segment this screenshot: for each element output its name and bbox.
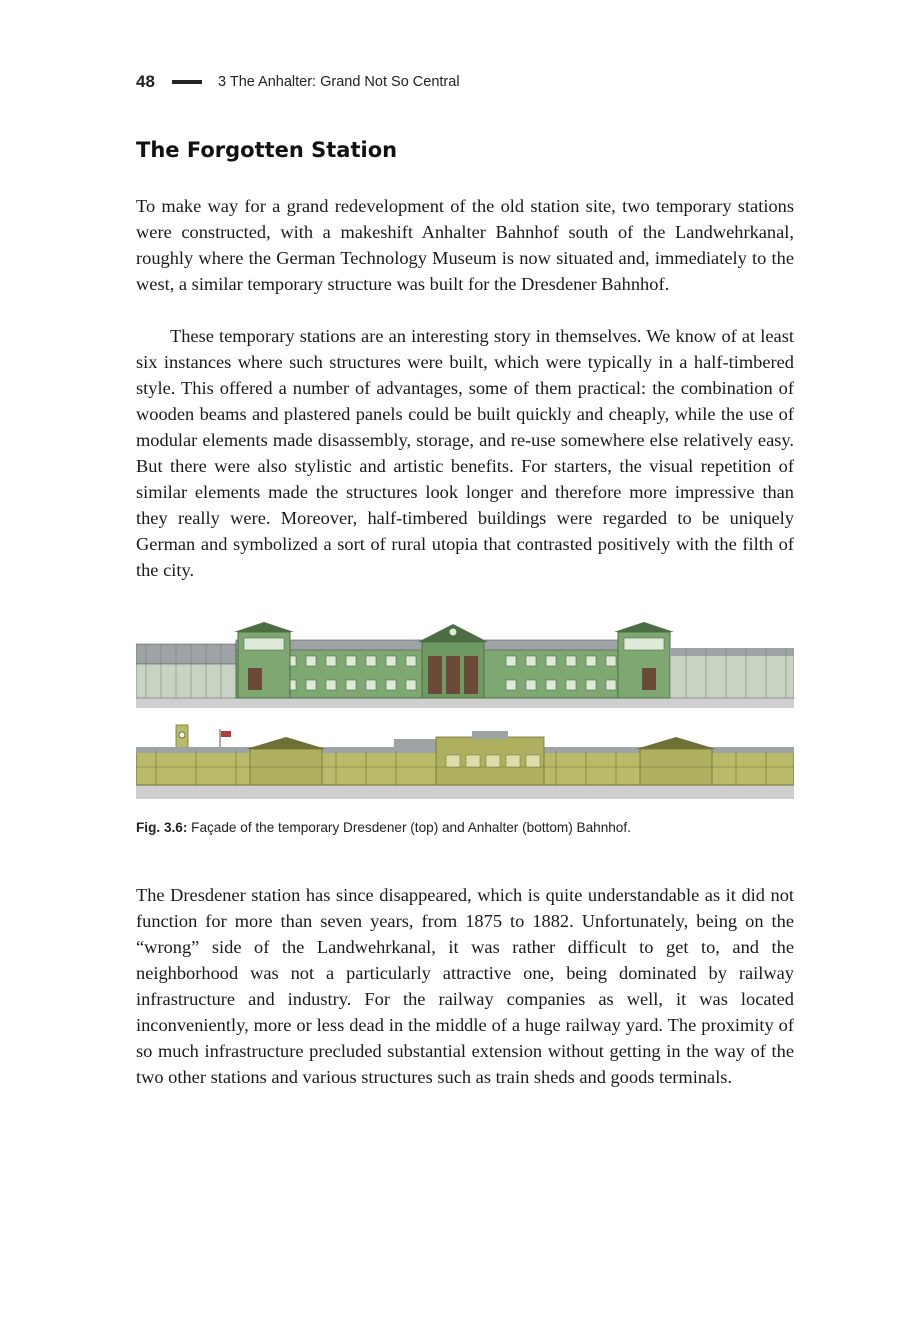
section-title: The Forgotten Station: [136, 138, 398, 162]
header-rule: [172, 80, 202, 84]
figure-caption-text: Façade of the temporary Dresdener (top) and Anhalter (bottom) Bahnhof.: [187, 820, 631, 835]
anhalter-facade-drawing: [136, 715, 794, 799]
paragraph-2: These temporary stations are an interesting story in themselves. We know of at least six instances where such structures were built, which were typically in a half-timbered style. This offered a number of advantages, some of them practical: the combination of wooden beams and plastered panels could be built quickly and cheaply, while the use of modular elements made disassembly, storage, and re-use somewhere else relatively easy. But there were also stylistic and artistic benefits. For starters, the visual repetition of similar elements made the structures look longer and therefore more impressive than they really were. Moreover, half-timbered buildings were regarded to be uniquely German and symbolized a sort of rural utopia that contrasted positively with the filth of the city.: [136, 326, 794, 580]
paragraph-1: To make way for a grand redevelopment of the old station site, two temporary stations were constructed, with a makeshift Anhalter Bahnhof south of the Landwehrkanal, roughly where the German Technology Museum is now situated and, immediately to the west, a similar temporary structure was built for the Dresdener Bahnhof.: [136, 196, 794, 294]
figure-label: Fig. 3.6:: [136, 820, 188, 835]
dresdener-facade-drawing: [136, 612, 794, 708]
running-title: 3 The Anhalter: Grand Not So Central: [218, 74, 460, 90]
figure-caption: [136, 820, 794, 835]
running-header: [136, 70, 460, 94]
page-number: 48: [136, 72, 155, 91]
paragraph-3: The Dresdener station has since disappeared, which is quite understandable as it did not function for more than seven years, from 1875 to 1882. Unfortunately, being on the “wrong” side of the Landwehrkanal, it was rather difficult to get to, and the neighborhood was not a particularly attractive one, being dominated by railway infrastructure and industry. For the railway companies as well, it was located inconveniently, more or less dead in the middle of a huge railway yard. The proximity of so much infrastructure precluded substantial extension without getting in the way of the two other stations and various structures such as train sheds and goods terminals.: [136, 885, 794, 1087]
